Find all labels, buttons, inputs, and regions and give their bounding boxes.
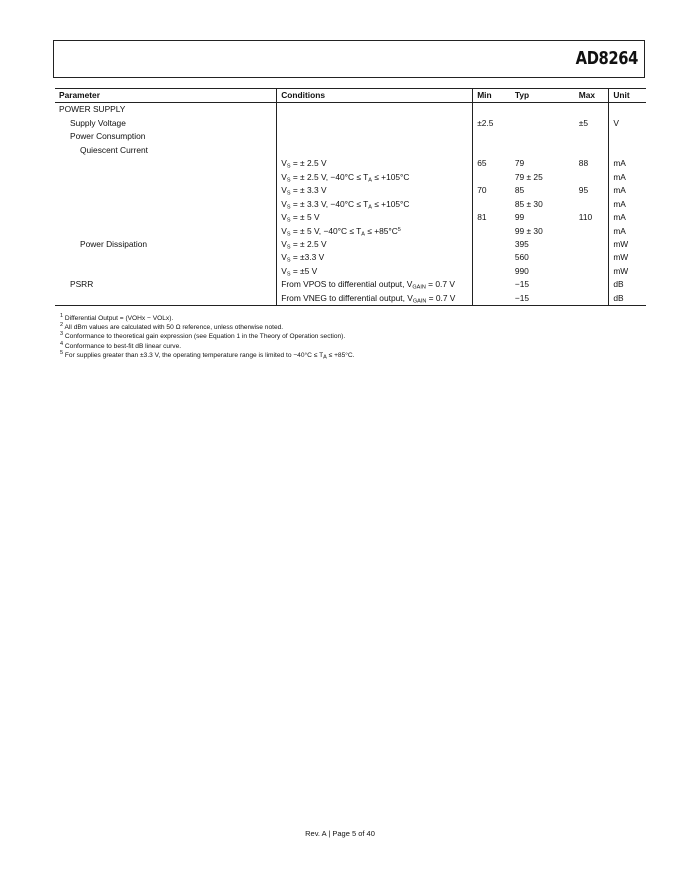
footnote [60,332,354,341]
cell-parameter [55,225,277,238]
cell-max [575,171,609,184]
cell-typ: 990 [514,265,529,276]
cell-unit: mW [609,238,646,251]
column-header-min: Min [473,89,511,103]
table-row [55,225,646,238]
column-header-max: Max [575,89,609,103]
cell-min [473,171,511,184]
cell-conditions: $V_S$ = ± 2.5 V, $-40^\circ C \le T_A \le +105^\circ C$ [277,171,473,184]
table-row [55,117,646,130]
column-header-conditions: Conditions [277,89,473,103]
table-row [55,184,646,197]
cell-typ [511,144,575,157]
cell-max [575,265,609,278]
page-header [53,40,645,78]
cell-min [473,225,511,238]
cell-min [473,198,511,211]
table-row [55,171,646,184]
cell-unit [609,103,646,117]
cell-min [473,144,511,157]
cell-min [473,130,511,143]
cell-typ: 395 [514,238,529,249]
footnote [60,323,354,332]
cell-unit: V [609,117,646,130]
cell-conditions [277,103,473,117]
table-row [55,103,646,117]
cell-parameter: PSRR [70,279,94,290]
cell-parameter [55,184,277,197]
table-row [55,198,646,211]
cell-parameter: Power Consumption [70,131,146,142]
cell-typ: 99 ± 30 [514,225,543,236]
column-header-unit: Unit [609,89,646,103]
cell-unit [609,144,646,157]
cell-typ: 99 [514,212,525,223]
footnote-number: 2 [60,322,64,329]
cell-parameter [55,171,277,184]
cell-max [575,251,609,264]
cell-unit: mW [609,265,646,278]
footnote-text: Conformance to theoretical gain expression (see Equation 1 in the Theory of Operation section). [64,333,346,341]
footnote-number: 4 [60,340,64,347]
footnote-number: 1 [60,313,64,319]
cell-parameter [55,157,277,170]
cell-conditions: $V_S$ = ± 2.5 V [277,238,473,251]
cell-conditions: $V_S = \pm 5$ V [277,265,473,278]
footnote [60,342,354,351]
cell-typ: 85 [514,185,525,196]
footnote [60,351,354,360]
column-header-parameter: Parameter [55,89,277,103]
cell-unit: mA [609,211,646,224]
cell-conditions: $V_S$ = ± 3.3 V, $-40^\circ C \le T_A \le +105^\circ C$ [277,198,473,211]
cell-max [575,225,609,238]
cell-max: 88 [578,158,589,169]
part-number: AD8264 [575,48,638,69]
cell-min [473,265,511,278]
cell-max [575,144,609,157]
cell-conditions: $V_S$ = ± 2.5 V [277,157,473,170]
cell-parameter [55,265,277,278]
cell-typ [511,103,575,117]
footnote-text: Differential Output = (VOHx − VOLx). [64,315,174,322]
cell-conditions [277,144,473,157]
table-row [55,157,646,170]
table-row [55,251,646,264]
footnote-number: 5 [60,349,64,356]
cell-min [473,251,511,264]
cell-min: 81 [473,211,511,224]
cell-max [575,198,609,211]
cell-conditions: From VPOS to differential output, $V_{GAIN} = 0.7$ V [277,278,473,291]
cell-unit: mA [609,225,646,238]
cell-max: 110 [578,212,593,223]
cell-parameter: POWER SUPPLY [59,104,126,115]
cell-typ: −15 [511,292,575,306]
cell-parameter: Supply Voltage [70,117,126,128]
cell-max: 95 [578,185,589,196]
cell-typ: 85 ± 30 [514,198,543,209]
cell-min: 65 [473,157,511,170]
cell-conditions: $V_S$ = ± 5 V, $-40^\circ C \le T_A \le +85^\circ C^5$ [277,225,473,238]
cell-min [473,103,511,117]
cell-min [473,278,511,291]
table-row [55,292,646,306]
cell-max [575,238,609,251]
cell-conditions: $V_S = \pm 3.3$ V [277,251,473,264]
cell-typ: 79 [514,158,525,169]
footnote-text: All dBm values are calculated with 50 Ω reference, unless otherwise noted. [64,324,284,332]
cell-typ: 79 ± 25 [514,171,543,182]
cell-min [473,292,511,306]
cell-parameter [55,251,277,264]
cell-max: ±5 [578,117,589,128]
cell-unit: mA [609,184,646,197]
table-row [55,144,646,157]
table-row [55,265,646,278]
table-body [55,103,646,306]
cell-conditions: $V_S$ = ± 3.3 V [277,184,473,197]
footnote-number: 3 [60,331,64,338]
cell-typ [511,117,575,130]
cell-max [575,130,609,143]
cell-conditions [277,130,473,143]
cell-parameter: Quiescent Current [80,144,148,155]
cell-max [575,103,609,117]
footnote [60,314,354,323]
cell-max [575,278,609,291]
table-row [55,130,646,143]
cell-unit: dB [609,292,646,306]
cell-min: 70 [473,184,511,197]
cell-min [473,238,511,251]
cell-min: ±2.5 [473,117,511,130]
cell-unit [609,130,646,143]
cell-conditions [277,117,473,130]
cell-conditions: $V_S$ = ± 5 V [277,211,473,224]
cell-unit: mA [609,157,646,170]
column-header-typ: Typ [511,89,575,103]
cell-conditions: From VNEG to differential output, $V_{GAIN} = 0.7$ V [277,292,473,306]
cell-parameter [55,292,277,306]
table-row [55,211,646,224]
cell-max [575,292,609,306]
cell-parameter [55,211,277,224]
page-footer: Rev. A | Page 5 of 40 [305,829,375,838]
cell-unit: dB [609,278,646,291]
specifications-table [55,88,646,306]
cell-typ: 560 [514,252,529,263]
cell-parameter [55,198,277,211]
table-header-row [55,89,646,103]
table-row [55,278,646,291]
cell-typ [511,130,575,143]
footnotes [60,314,354,360]
footnote-text: Conformance to best-fit dB linear curve. [64,342,182,350]
cell-unit: mW [609,251,646,264]
cell-typ: −15 [514,279,530,290]
cell-unit: mA [609,171,646,184]
cell-unit: mA [609,198,646,211]
footnote-text: For supplies greater than ±3.3 V, the operating temperature range is limited to $-40^\circ C \le T_A \le +85^\circ C$. [64,351,355,361]
table-row [55,238,646,251]
cell-parameter: Power Dissipation [80,238,148,249]
